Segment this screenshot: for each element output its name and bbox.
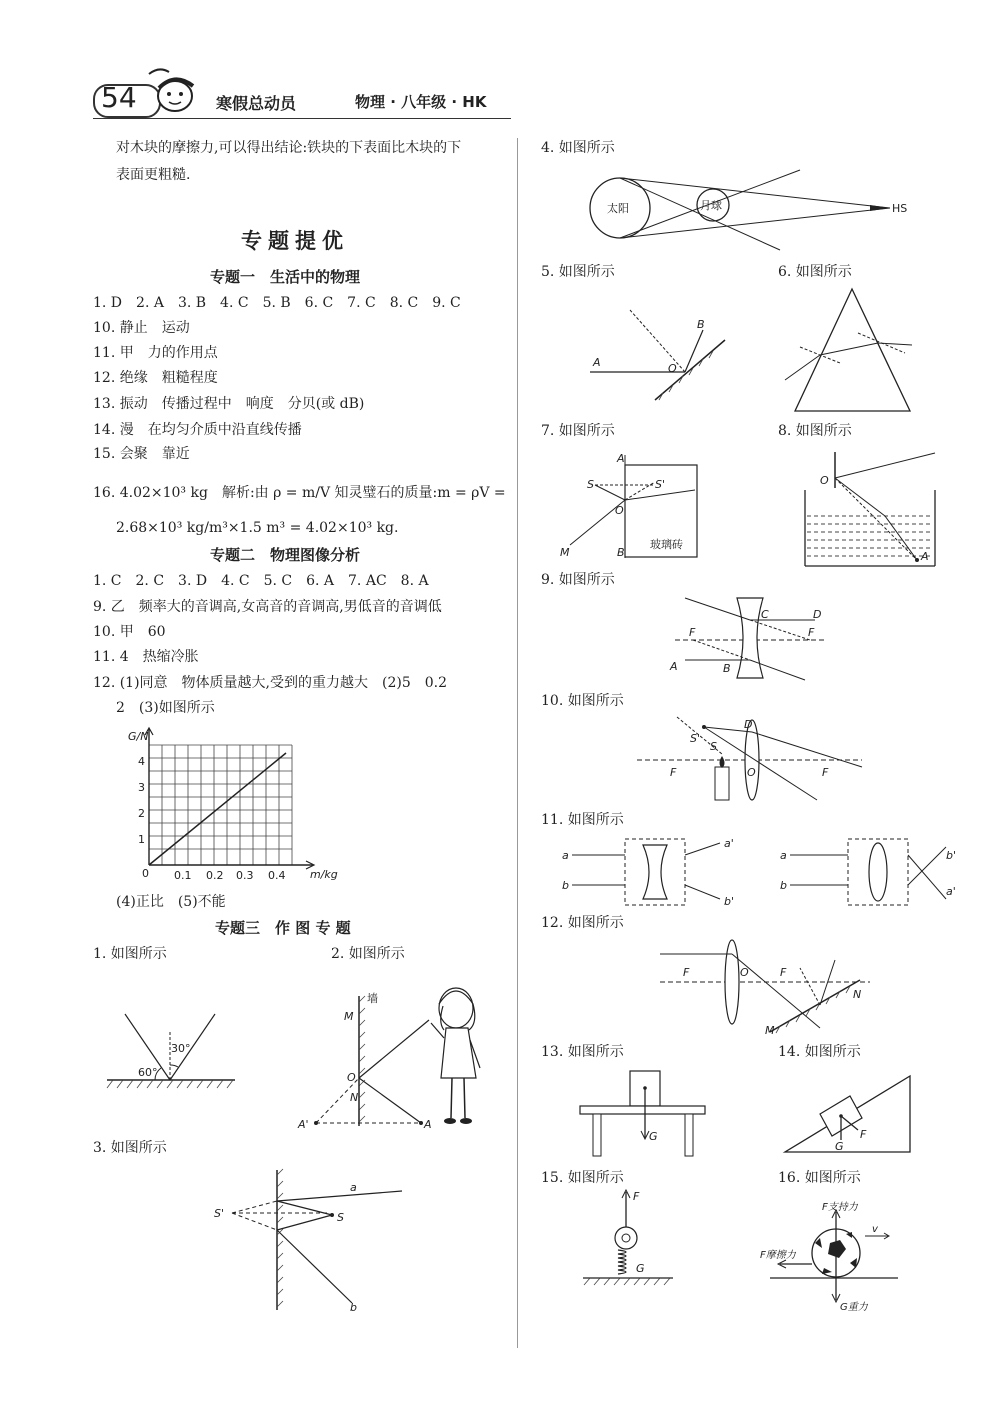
question-label: 13. 如图所示: [541, 1044, 624, 1060]
point-label: D: [813, 608, 822, 621]
question-label: 14. 如图所示: [778, 1044, 861, 1060]
convex-lens-candle-figure: [632, 712, 872, 812]
ray-label: a: [562, 849, 569, 862]
question-label: 11. 如图所示: [541, 812, 624, 828]
force-label: F摩擦力: [760, 1250, 796, 1261]
point-label: D: [744, 718, 753, 731]
concave-lens-figure: [665, 590, 830, 690]
topic-title: 专题二 物理图像分析: [210, 546, 361, 564]
x-tick-label: 0.1: [174, 869, 192, 882]
y-tick-label: 4: [138, 755, 145, 768]
point-label: O: [820, 474, 829, 487]
spring-ball-figure: [578, 1188, 678, 1288]
point-label: F: [822, 766, 829, 779]
convex-lens-box-figure: [778, 835, 968, 910]
point-label: O: [615, 504, 624, 517]
wall-label: 墙: [367, 992, 378, 1005]
ray-label: b': [946, 849, 957, 862]
glass-label: 玻璃砖: [650, 538, 683, 551]
question-label: 15. 如图所示: [541, 1170, 624, 1186]
velocity-label: v: [872, 1224, 878, 1235]
force-label: G重力: [840, 1302, 868, 1313]
y-axis-label: G/N: [128, 730, 149, 743]
sun-label: 太阳: [607, 202, 629, 215]
origin-label: 0: [142, 867, 149, 880]
point-label: O: [740, 966, 749, 979]
subject-label: 物理 · 八年级 · HK: [355, 93, 487, 111]
point-label: F: [780, 966, 787, 979]
reflection-figure: [105, 1010, 240, 1090]
y-tick-label: 2: [138, 807, 145, 820]
topic-title: 专题三 作 图 专 题: [215, 919, 351, 937]
topic-title: 专题一 生活中的物理: [210, 268, 361, 286]
point-label: S: [710, 740, 717, 753]
point-label: S: [587, 478, 594, 491]
prism-figure: [780, 285, 920, 413]
force-label: G: [835, 1140, 844, 1153]
force-label: F: [633, 1190, 640, 1203]
question-label: 4. 如图所示: [541, 140, 615, 156]
point-label: N: [853, 988, 862, 1001]
intro-line: 表面更粗糙.: [116, 167, 191, 183]
ray-label: b: [562, 879, 569, 892]
force-label: F: [860, 1128, 867, 1141]
point-label: A: [617, 452, 625, 465]
concave-lens-box-figure: [560, 835, 750, 910]
y-tick-label: 3: [138, 781, 145, 794]
ray-label: b': [724, 895, 735, 908]
ray-label: a: [780, 849, 787, 862]
point-label: A: [593, 356, 601, 369]
point-label: O: [668, 362, 677, 375]
question-label: 1. 如图所示: [93, 946, 167, 962]
answer-line: 12. (1)同意 物体质量越大,受到的重力越大 (2)5 0.2: [93, 675, 447, 691]
point-label: B: [723, 662, 731, 675]
force-label: G: [636, 1262, 645, 1275]
moon-label: 月球: [700, 199, 722, 212]
point-label: B: [697, 318, 705, 331]
x-tick-label: 0.3: [236, 869, 254, 882]
answer-line: 11. 甲 力的作用点: [93, 345, 218, 361]
point-label: O: [747, 766, 756, 779]
point-label: F: [683, 966, 690, 979]
point-label: F: [670, 766, 677, 779]
answer-line: 1. D 2. A 3. B 4. C 5. B 6. C 7. C 8. C 9. C: [93, 295, 461, 311]
intro-line: 对木块的摩擦力,可以得出结论:铁块的下表面比木块的下: [116, 140, 462, 156]
point-label: C: [761, 608, 769, 621]
point-label: S: [337, 1211, 344, 1224]
question-label: 12. 如图所示: [541, 915, 624, 931]
question-label: 9. 如图所示: [541, 572, 615, 588]
force-label: F支持力: [822, 1202, 858, 1213]
point-label: S': [655, 478, 666, 491]
ray-label: b: [350, 1301, 357, 1314]
point-label: S': [214, 1207, 225, 1220]
incline-block-figure: [780, 1072, 915, 1157]
answer-line: 2.68×10³ kg/m³×1.5 m³ = 4.02×10³ kg.: [116, 520, 399, 536]
answer-line: 10. 甲 60: [93, 624, 166, 640]
water-tank-figure: [795, 448, 940, 568]
book-title: 寒假总动员: [216, 94, 297, 113]
question-label: 5. 如图所示: [541, 264, 615, 280]
answer-line: 14. 漫 在均匀介质中沿直线传播: [93, 422, 302, 438]
table-block-figure: [575, 1068, 715, 1163]
point-label: O: [347, 1071, 356, 1084]
question-label: 3. 如图所示: [93, 1140, 167, 1156]
force-label: G: [649, 1130, 658, 1143]
section-title: 专题提优: [241, 229, 349, 253]
header-rule: [93, 118, 511, 119]
y-tick-label: 1: [138, 833, 145, 846]
glass-brick-figure: [555, 450, 705, 560]
point-label: A: [921, 550, 929, 563]
ray-label: a: [350, 1181, 357, 1194]
page-number: 54: [101, 81, 137, 114]
point-label: A: [670, 660, 678, 673]
lens-mirror-figure: [655, 940, 875, 1035]
question-label: 8. 如图所示: [778, 423, 852, 439]
plane-mirror-figure: [212, 1165, 412, 1315]
point-label: F: [808, 626, 815, 639]
angle-label: 60°: [138, 1066, 158, 1079]
wall-mirror-figure: [296, 968, 506, 1138]
ray-label: b: [780, 879, 787, 892]
soccer-ball-figure: [760, 1198, 905, 1313]
x-tick-label: 0.4: [268, 869, 286, 882]
point-label: F: [689, 626, 696, 639]
answer-line: 12. 绝缘 粗糙程度: [93, 370, 218, 386]
angle-label: 30°: [171, 1042, 191, 1055]
x-axis-label: m/kg: [310, 868, 338, 881]
point-label: A: [424, 1118, 432, 1131]
question-label: 6. 如图所示: [778, 264, 852, 280]
question-label: 10. 如图所示: [541, 693, 624, 709]
question-label: 7. 如图所示: [541, 423, 615, 439]
point-label: N: [350, 1091, 359, 1104]
question-label: 16. 如图所示: [778, 1170, 861, 1186]
point-label: S': [690, 732, 701, 745]
g-m-graph: [118, 725, 348, 885]
eclipse-figure: [590, 170, 925, 260]
shadow-label: HS: [892, 202, 908, 215]
answer-line: 15. 会聚 靠近: [93, 446, 190, 462]
point-label: M: [344, 1010, 354, 1023]
answer-line: 13. 振动 传播过程中 响度 分贝(或 dB): [93, 396, 365, 412]
mirror-reflection-figure: [585, 300, 735, 405]
question-label: 2. 如图所示: [331, 946, 405, 962]
answer-line: 1. C 2. C 3. D 4. C 5. C 6. A 7. AC 8. A: [93, 573, 429, 589]
answer-line: 11. 4 热缩冷胀: [93, 649, 199, 665]
answer-line: 2 (3)如图所示: [116, 700, 215, 716]
point-label: M: [765, 1024, 775, 1037]
ray-label: a': [946, 885, 956, 898]
answer-line: (4)正比 (5)不能: [116, 894, 226, 910]
answer-line: 16. 4.02×10³ kg 解析:由 ρ = m/V 知灵璧石的质量:m = ρV =: [93, 485, 506, 501]
mascot-icon: [145, 62, 205, 120]
answer-line: 9. 乙 频率大的音调高,女高音的音调高,男低音的音调低: [93, 599, 442, 615]
x-tick-label: 0.2: [206, 869, 224, 882]
point-label: A': [298, 1118, 309, 1131]
column-divider: [517, 138, 518, 1348]
ray-label: a': [724, 837, 734, 850]
point-label: B: [617, 546, 625, 559]
point-label: M: [560, 546, 570, 559]
answer-line: 10. 静止 运动: [93, 320, 190, 336]
